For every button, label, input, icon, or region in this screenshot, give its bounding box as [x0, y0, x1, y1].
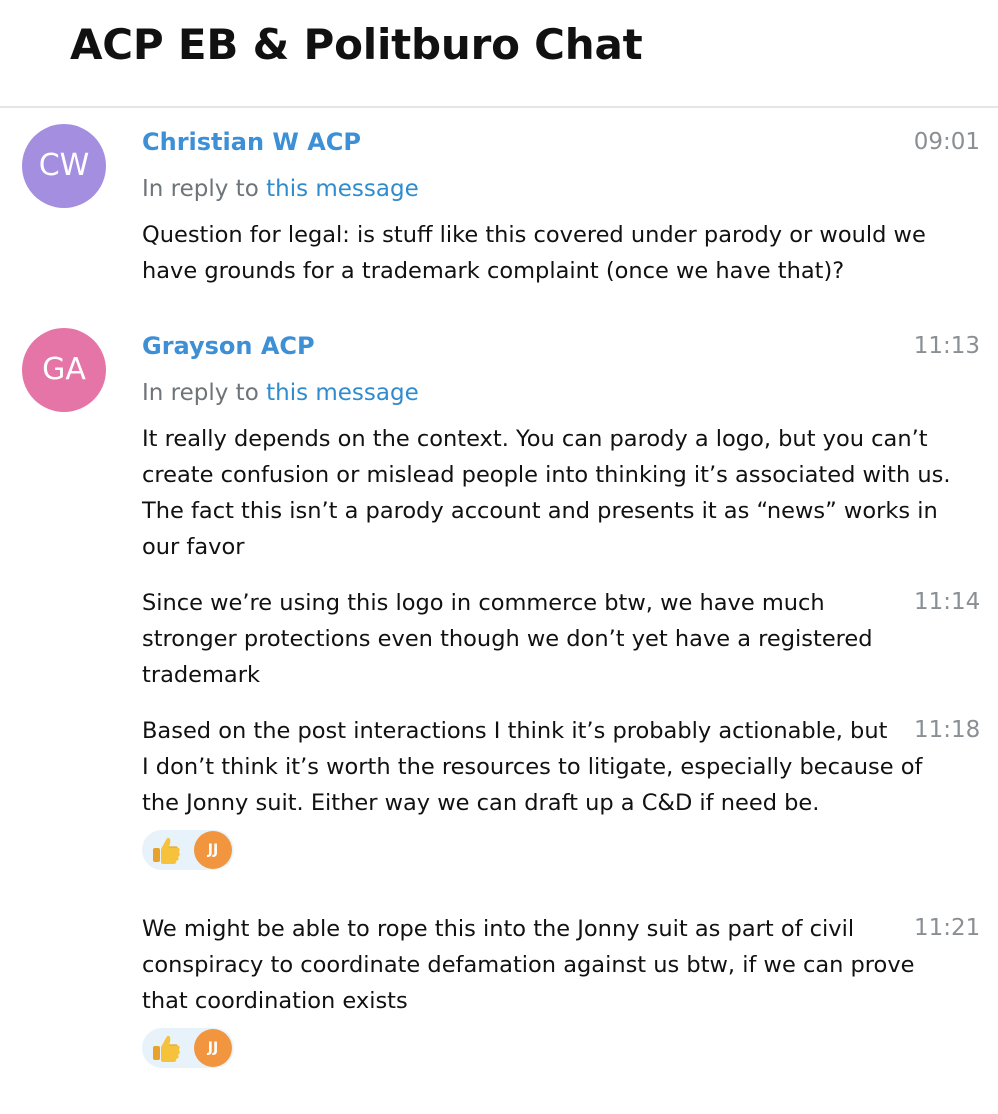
message-text: [142, 217, 932, 289]
message-line: create confusion or mislead people into thinking it’s associated with us.: [142, 462, 951, 488]
message-line: our favor: [142, 534, 245, 560]
reply-link[interactable]: this message: [266, 380, 419, 406]
message-text: [142, 421, 951, 565]
thumbs-up-icon: [150, 1033, 182, 1063]
message-time: 11:21: [914, 915, 981, 941]
chat-header: [0, 0, 998, 108]
message-text: [142, 911, 932, 1019]
author-name[interactable]: Christian W ACP: [142, 128, 361, 156]
message-time: 11:18: [914, 717, 981, 743]
message-time: 09:01: [913, 129, 980, 155]
message-line: have grounds for a trademark complaint (once we have that)?: [142, 258, 845, 284]
reply-link[interactable]: this message: [266, 176, 419, 202]
reply-prefix: In reply to: [142, 176, 259, 202]
message-time: 11:13: [913, 333, 980, 359]
message-line: I don’t think it’s worth the resources to litigate, especially because of: [142, 754, 923, 780]
reaction-user-avatar[interactable]: JJ: [194, 831, 232, 869]
avatar[interactable]: CW: [22, 124, 106, 208]
reaction-chip[interactable]: [142, 1028, 234, 1068]
author-name[interactable]: Grayson ACP: [142, 332, 315, 360]
message-line: It really depends on the context. You can parody a logo, but you can’t: [142, 426, 928, 452]
reply-reference: [142, 378, 419, 408]
message-time: 11:14: [914, 589, 981, 615]
message-text: [142, 713, 932, 821]
message-line: conspiracy to coordinate defamation against us btw, if we can prove: [142, 952, 915, 978]
message-line: the Jonny suit. Either way we can draft up a C&D if need be.: [142, 790, 820, 816]
message-line: Since we’re using this logo in commerce btw, we have much: [142, 590, 825, 616]
message-line: trademark: [142, 662, 260, 688]
avatar[interactable]: GA: [22, 328, 106, 412]
message-line: stronger protections even though we don’t yet have a registered: [142, 626, 873, 652]
reaction-chip[interactable]: [142, 830, 234, 870]
message-text: [142, 585, 932, 693]
message-line: The fact this isn’t a parody account and presents it as “news” works in: [142, 498, 938, 524]
thumbs-up-icon: [150, 835, 182, 865]
message-line: Based on the post interactions I think it’s probably actionable, but: [142, 718, 888, 744]
message-line: We might be able to rope this into the Jonny suit as part of civil: [142, 916, 855, 942]
reaction-user-avatar[interactable]: JJ: [194, 1029, 232, 1067]
reply-prefix: In reply to: [142, 380, 259, 406]
reply-reference: [142, 174, 419, 204]
chat-title: ACP EB & Politburo Chat: [70, 20, 643, 69]
message-line: that coordination exists: [142, 988, 408, 1014]
message-line: Question for legal: is stuff like this covered under parody or would we: [142, 222, 926, 248]
